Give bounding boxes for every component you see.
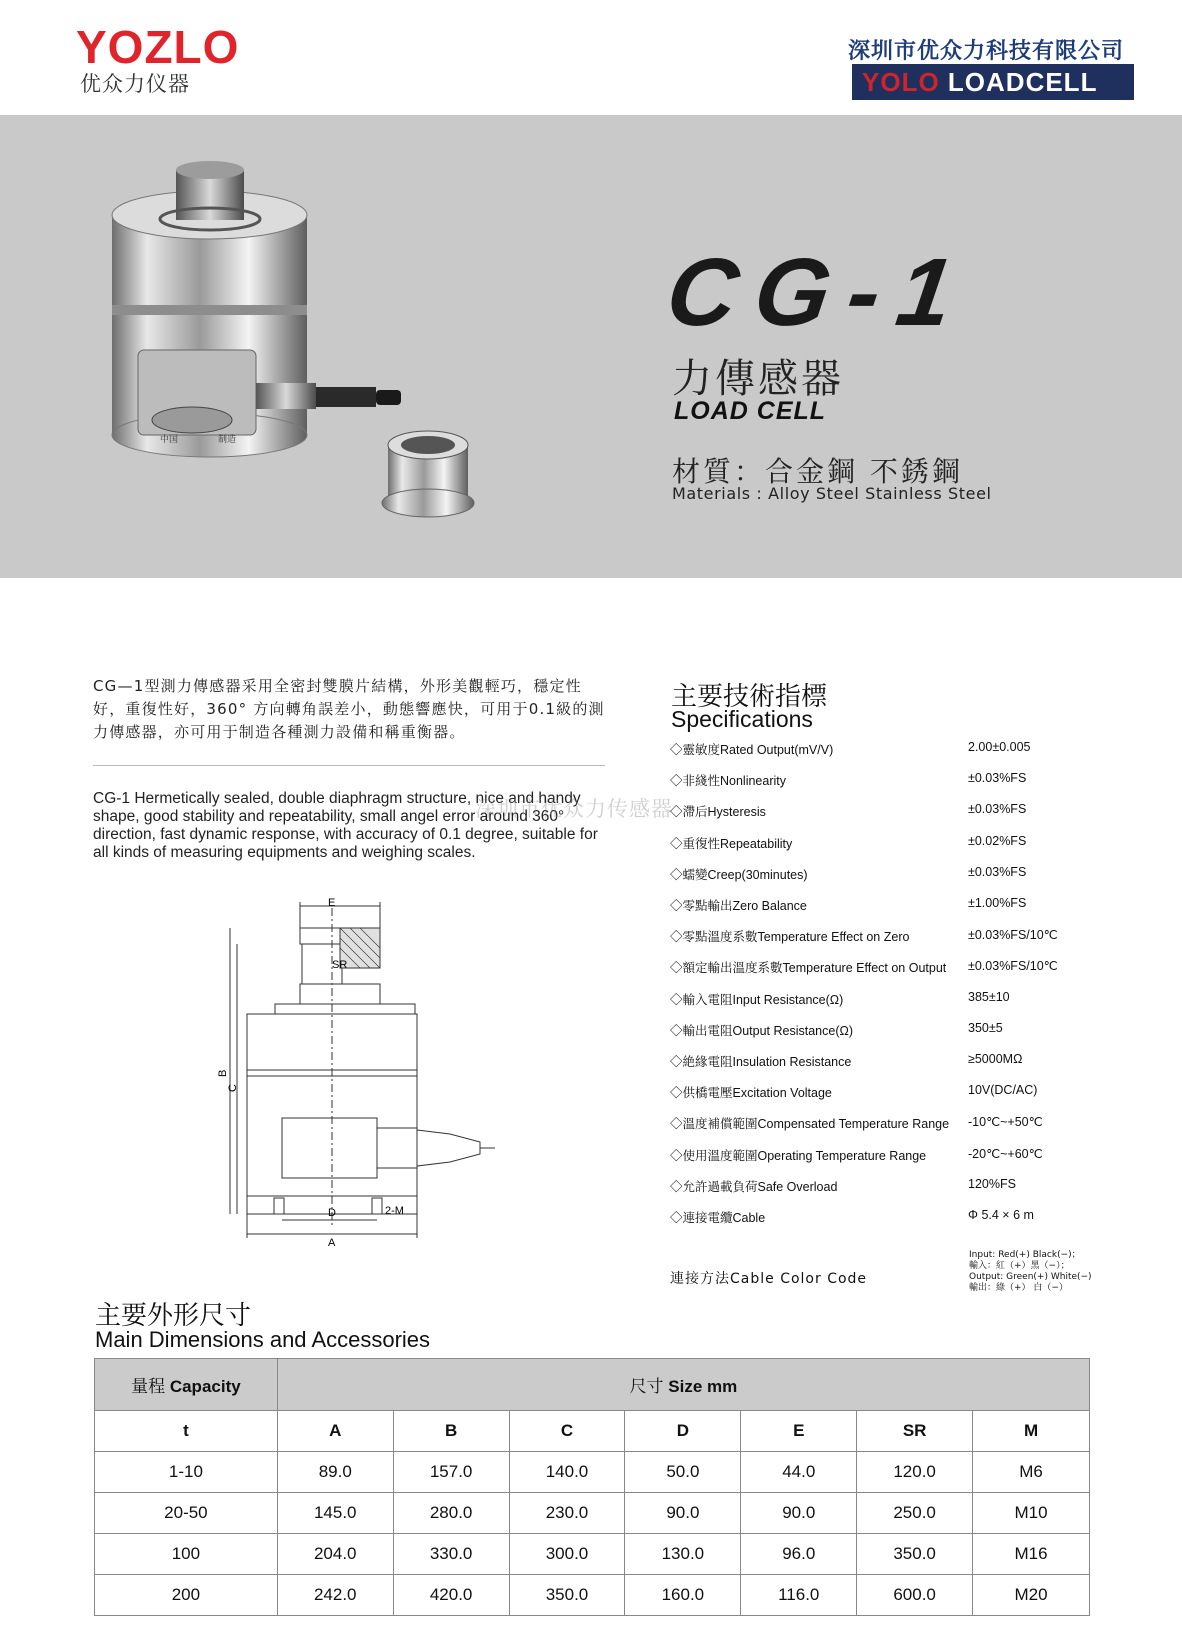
load-cell-photo [0, 115, 1182, 578]
column-header: D [625, 1411, 741, 1452]
spec-row [670, 740, 1090, 760]
materials-cn: 材質：合金鋼 不銹鋼 [672, 455, 963, 488]
spec-label: ◇絶緣電阻Insulation Resistance [670, 1055, 852, 1069]
spec-row [670, 1052, 1090, 1072]
sensor-label-cn2: 制造 [218, 435, 237, 445]
table-cell: 160.0 [625, 1575, 741, 1616]
sensor-label-cn1: 中国 [160, 435, 179, 445]
spec-value: 2.00±0.005 [968, 740, 1031, 754]
table-cell: 204.0 [277, 1534, 393, 1575]
column-header: t [95, 1411, 278, 1452]
drawing-label-d: D [328, 1207, 336, 1219]
cable-code-line: Output: Green(+) White(−) [969, 1272, 1092, 1282]
product-name-cn: 力傳感器 [672, 356, 844, 402]
drawing-label-sr: SR [332, 959, 348, 971]
column-header: C [509, 1411, 625, 1452]
cable-color-codes [969, 1250, 1092, 1294]
drawing-label-b: B [217, 1069, 229, 1077]
spec-value: ±0.03%FS/10℃ [968, 928, 1058, 943]
spec-value: 385±10 [968, 989, 1010, 1004]
company-name: 深圳市优众力科技有限公司 [848, 39, 1125, 64]
size-header-en: Size mm [668, 1377, 738, 1396]
capacity-header [95, 1359, 278, 1411]
spec-label: ◇零點溫度系數Temperature Effect on Zero [670, 930, 910, 945]
brand-logo-subtitle: 优众力仪器 [80, 72, 190, 96]
spec-row [670, 1021, 1090, 1041]
spec-row [670, 834, 1090, 854]
table-cell: 90.0 [741, 1493, 857, 1534]
spec-row [670, 802, 1090, 822]
spec-row [670, 896, 1090, 916]
spec-value: ≥5000MΩ [968, 1052, 1023, 1066]
spec-label: ◇非綫性Nonlinearity [670, 774, 787, 789]
specs-title-cn: 主要技術指標 [671, 682, 828, 712]
drawing-label-m: 2-M [385, 1205, 404, 1217]
table-cell: 100 [95, 1534, 278, 1575]
spec-label: ◇蠕變Creep(30minutes) [670, 867, 808, 882]
table-cell: 350.0 [509, 1575, 625, 1616]
table-cell: 330.0 [393, 1534, 509, 1575]
table-cell: 350.0 [857, 1534, 973, 1575]
table-cell: 44.0 [741, 1452, 857, 1493]
spec-label: ◇供橋電壓Excitation Voltage [670, 1086, 832, 1101]
cable-code-line: Input: Red(+) Black(−)； [969, 1250, 1081, 1260]
drawing-label-c: C [227, 1084, 239, 1092]
materials-en: Materials : Alloy Steel Stainless Steel [672, 484, 992, 503]
table-cell: 120.0 [857, 1452, 973, 1493]
spec-value: 120%FS [968, 1176, 1016, 1191]
spec-row [670, 990, 1090, 1010]
table-cell: 250.0 [857, 1493, 973, 1534]
table-cell: 96.0 [741, 1534, 857, 1575]
table-row [95, 1575, 1090, 1616]
spec-label: ◇連接電纜Cable [670, 1211, 766, 1225]
table-cell: 20-50 [95, 1493, 278, 1534]
description-cn: CG—1型測力傳感器采用全密封雙膜片結構，外形美觀輕巧，穩定性好，重復性好，360° 方向轉角誤差小，動態響應快，可用于0.1級的測力傳感器，亦可用于制造各種測力設備和稱重衡器。 [93, 677, 605, 741]
spec-value: ±0.03%FS [968, 802, 1027, 817]
spec-row [670, 927, 1090, 947]
divider [93, 765, 605, 766]
spec-row [670, 1146, 1090, 1166]
table-cell: M16 [973, 1534, 1090, 1575]
spec-row [670, 771, 1090, 791]
column-header: B [393, 1411, 509, 1452]
spec-row [670, 1177, 1090, 1197]
spec-label: ◇額定輸出溫度系數Temperature Effect on Output [670, 961, 947, 976]
spec-label: ◇溫度補償範圍Compensated Temperature Range [670, 1117, 950, 1132]
table-cell: 230.0 [509, 1493, 625, 1534]
table-cell: M20 [973, 1575, 1090, 1616]
table-cell: 242.0 [277, 1575, 393, 1616]
spec-label: ◇輸出電阻Output Resistance(Ω) [670, 1023, 854, 1038]
product-name-en: LOAD CELL [674, 397, 827, 425]
spec-value: 10V(DC/AC) [968, 1083, 1038, 1098]
spec-value: Φ 5.4 × 6 m [968, 1208, 1034, 1222]
cable-code-line: 輸出：綠（+） 白（−） [969, 1283, 1068, 1293]
table-cell: 600.0 [857, 1575, 973, 1616]
spec-label: ◇零點輸出Zero Balance [670, 899, 807, 913]
column-header: E [741, 1411, 857, 1452]
table-cell: 145.0 [277, 1493, 393, 1534]
spec-row [670, 1114, 1090, 1134]
table-cell: 130.0 [625, 1534, 741, 1575]
spec-value: -20℃~+60℃ [968, 1146, 1043, 1161]
table-cell: 420.0 [393, 1575, 509, 1616]
cable-code-line: 輸入：紅（+）黑（−）； [969, 1261, 1070, 1271]
size-header [277, 1359, 1089, 1411]
dimensions-title-en: Main Dimensions and Accessories [95, 1327, 431, 1352]
table-cell: 200 [95, 1575, 278, 1616]
capacity-header-cn: 量程 [131, 1377, 166, 1396]
spec-value: ±1.00%FS [968, 896, 1027, 910]
table-cell: 50.0 [625, 1452, 741, 1493]
spec-label: ◇允許過載負荷Safe Overload [670, 1179, 838, 1194]
table-row [95, 1452, 1090, 1493]
spec-value: ±0.03%FS/10℃ [968, 959, 1058, 974]
spec-value: ±0.03%FS [968, 771, 1027, 786]
spec-value: -10℃~+50℃ [968, 1115, 1043, 1130]
spec-row [670, 1083, 1090, 1103]
description-en: CG-1 Hermetically sealed, double diaphragm structure, nice and handy shape, good stability and repeatability, small angel error around 360° direction, fast dynamic response, with accuracy of 0.1 degree, suitable for all kinds of measuring equipments and weighing scales. [93, 790, 598, 861]
table-row [95, 1534, 1090, 1575]
spec-label: ◇重復性Repeatability [670, 836, 793, 851]
brand-loadcell: LOADCELL [947, 67, 1098, 97]
table-cell: 280.0 [393, 1493, 509, 1534]
table-cell: 140.0 [509, 1452, 625, 1493]
spec-value: ±0.02%FS [968, 833, 1027, 848]
capacity-header-en: Capacity [169, 1377, 241, 1396]
table-cell: M6 [973, 1452, 1090, 1493]
dimensions-table [94, 1358, 1090, 1616]
table-cell: 116.0 [741, 1575, 857, 1616]
cable-color-code-title: 連接方法Cable Color Code [670, 1271, 868, 1287]
table-cell: 300.0 [509, 1534, 625, 1575]
dimension-drawing [217, 897, 530, 1282]
spec-label: ◇滯后Hysteresis [670, 805, 766, 820]
table-cell: 90.0 [625, 1493, 741, 1534]
brand-banner [852, 64, 1134, 100]
size-header-cn: 尺寸 [629, 1377, 664, 1396]
spec-label: ◇輸入電阻Input Resistance(Ω) [670, 992, 844, 1007]
table-row [95, 1493, 1090, 1534]
table-cell: 89.0 [277, 1452, 393, 1493]
drawing-label-a: A [328, 1237, 336, 1249]
watermark: 深圳市优众力传感器 [475, 797, 673, 821]
table-cell: 1-10 [95, 1452, 278, 1493]
drawing-label-e: E [328, 897, 336, 909]
spec-row [670, 1208, 1090, 1228]
spec-label: ◇靈敏度Rated Output(mV/V) [670, 743, 834, 757]
table-cell: M10 [973, 1493, 1090, 1534]
spec-label: ◇使用溫度範圍Operating Temperature Range [670, 1148, 927, 1163]
dimensions-title-cn: 主要外形尺寸 [95, 1301, 252, 1331]
dimensions-table-body [95, 1452, 1090, 1616]
column-header: A [277, 1411, 393, 1452]
brand-logo: YOZLO [76, 21, 240, 73]
product-banner [0, 115, 1182, 578]
specs-title-en: Specifications [671, 706, 813, 732]
column-header: SR [857, 1411, 973, 1452]
brand-yolo: YOLO [862, 67, 940, 97]
spec-row [670, 865, 1090, 885]
model-number: CG-1 [660, 239, 977, 346]
table-cell: 157.0 [393, 1452, 509, 1493]
column-header: M [973, 1411, 1090, 1452]
spec-value: ±0.03%FS [968, 864, 1027, 879]
spec-row [670, 958, 1090, 978]
spec-value: 350±5 [968, 1020, 1003, 1035]
